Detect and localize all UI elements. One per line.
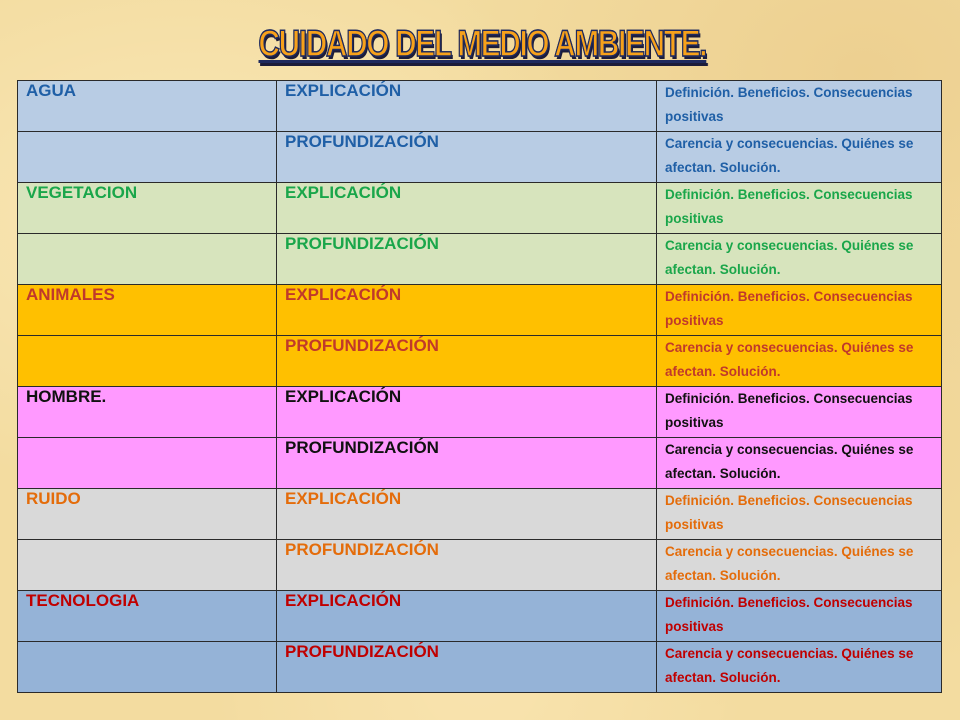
detail-cell: Carencia y consecuencias. Quiénes se afectan. Solución.	[657, 336, 942, 387]
page-title: CUIDADO DEL MEDIO AMBIENTE.	[258, 23, 707, 64]
detail-cell: Definición. Beneficios. Consecuencias positivas	[657, 285, 942, 336]
topic-cell: VEGETACION	[18, 183, 277, 234]
table-row	[18, 591, 942, 642]
detail-cell: Definición. Beneficios. Consecuencias positivas	[657, 489, 942, 540]
detail-cell: Carencia y consecuencias. Quiénes se afectan. Solución.	[657, 642, 942, 693]
phase-cell: EXPLICACIÓN	[277, 183, 657, 234]
detail-cell: Carencia y consecuencias. Quiénes se afectan. Solución.	[657, 132, 942, 183]
detail-cell: Definición. Beneficios. Consecuencias positivas	[657, 591, 942, 642]
table-row	[18, 438, 942, 489]
topic-cell: TECNOLOGIA	[18, 591, 277, 642]
table-row	[18, 285, 942, 336]
table-row	[18, 183, 942, 234]
phase-cell: PROFUNDIZACIÓN	[277, 438, 657, 489]
phase-cell: EXPLICACIÓN	[277, 81, 657, 132]
topics-table	[17, 80, 942, 693]
phase-cell: PROFUNDIZACIÓN	[277, 642, 657, 693]
detail-cell: Definición. Beneficios. Consecuencias positivas	[657, 387, 942, 438]
topic-cell-empty	[18, 336, 277, 387]
table-row	[18, 132, 942, 183]
phase-cell: EXPLICACIÓN	[277, 489, 657, 540]
topic-cell: ANIMALES	[18, 285, 277, 336]
topic-cell-empty	[18, 234, 277, 285]
table-row	[18, 642, 942, 693]
topic-cell-empty	[18, 540, 277, 591]
table-row	[18, 336, 942, 387]
detail-cell: Definición. Beneficios. Consecuencias positivas	[657, 183, 942, 234]
table-row	[18, 540, 942, 591]
phase-cell: EXPLICACIÓN	[277, 285, 657, 336]
topic-cell: AGUA	[18, 81, 277, 132]
topic-cell: HOMBRE.	[18, 387, 277, 438]
topic-cell: RUIDO	[18, 489, 277, 540]
table-row	[18, 489, 942, 540]
phase-cell: PROFUNDIZACIÓN	[277, 132, 657, 183]
phase-cell: PROFUNDIZACIÓN	[277, 336, 657, 387]
table-row	[18, 234, 942, 285]
topic-cell-empty	[18, 642, 277, 693]
detail-cell: Carencia y consecuencias. Quiénes se afectan. Solución.	[657, 540, 942, 591]
phase-cell: EXPLICACIÓN	[277, 591, 657, 642]
detail-cell: Carencia y consecuencias. Quiénes se afectan. Solución.	[657, 438, 942, 489]
phase-cell: PROFUNDIZACIÓN	[277, 540, 657, 591]
detail-cell: Carencia y consecuencias. Quiénes se afectan. Solución.	[657, 234, 942, 285]
topic-cell-empty	[18, 132, 277, 183]
topic-cell-empty	[18, 438, 277, 489]
phase-cell: EXPLICACIÓN	[277, 387, 657, 438]
table-row	[18, 81, 942, 132]
table-row	[18, 387, 942, 438]
topics-table-body	[18, 81, 942, 693]
detail-cell: Definición. Beneficios. Consecuencias positivas	[657, 81, 942, 132]
phase-cell: PROFUNDIZACIÓN	[277, 234, 657, 285]
